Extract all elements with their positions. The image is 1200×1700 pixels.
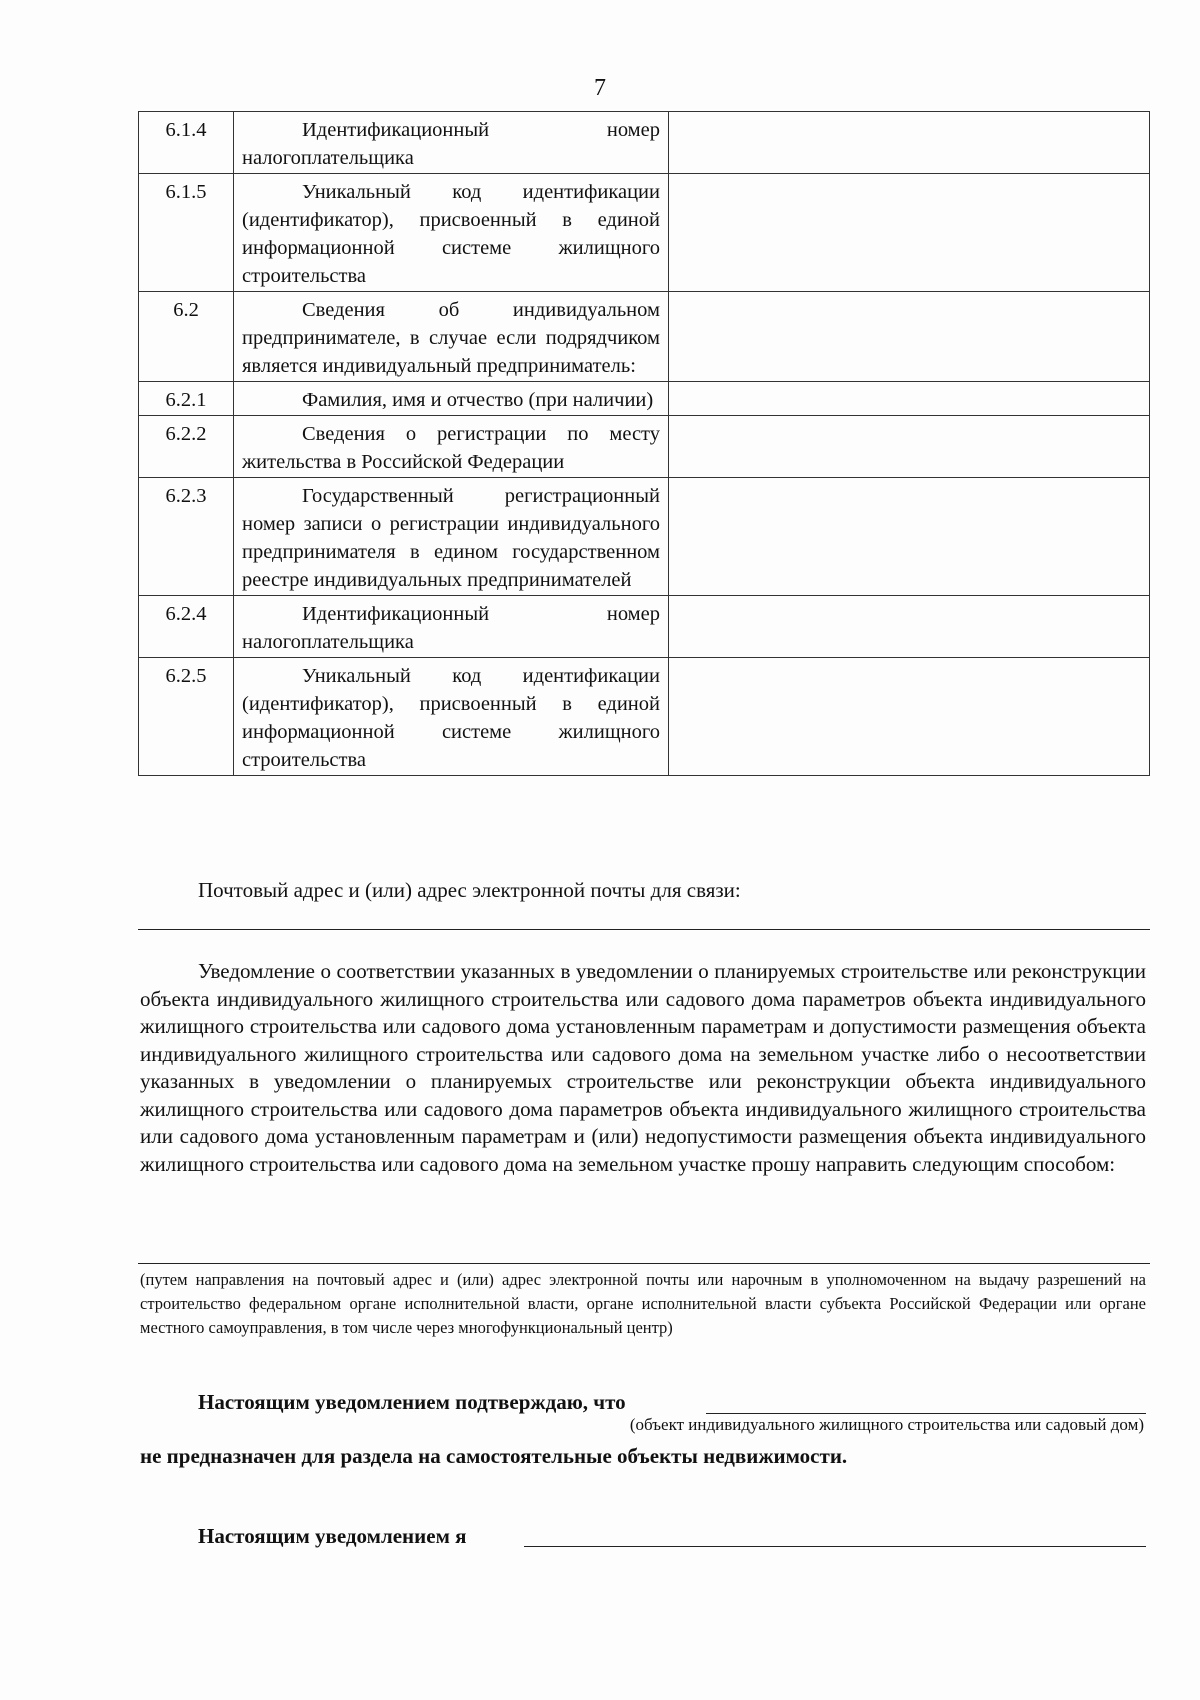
consent-label: Настоящим уведомлением я [198,1524,467,1548]
confirm-label: Настоящим уведомлением подтверждаю, что [198,1390,626,1414]
row-label: Государственный регистрационный номер записи о регистрации индивидуального предпринимателя в едином государственном реестре индивидуальных предпринимателей [234,478,669,596]
confirm-tail-text: не предназначен для раздела на самостоятельные объекты недвижимости. [140,1444,848,1468]
table-row [139,478,1150,596]
row-number: 6.1.5 [139,174,234,292]
delivery-method-note: (путем направления на почтовый адрес и (или) адрес электронной почты или нарочным в уполномоченном на выдачу разрешений на строительство федеральном органе исполнительной власти, органе исполнительной власти субъекта Российской Федерации или органе местного самоуправления, в том числе через многофункциональный центр) [140,1270,1146,1337]
table-row [139,596,1150,658]
table-row [139,416,1150,478]
row-value-field[interactable] [669,292,1150,382]
row-number: 6.1.4 [139,112,234,174]
row-number: 6.2.1 [139,382,234,416]
delivery-method-field[interactable] [138,1263,1150,1264]
row-number: 6.2.3 [139,478,234,596]
row-value-field[interactable] [669,416,1150,478]
row-label: Уникальный код идентификации (идентификатор), присвоенный в единой информационной системе жилищного строительства [234,658,669,776]
table-row [139,658,1150,776]
object-type-caption: (объект индивидуального жилищного строительства или садовый дом) [629,1415,1144,1434]
table-row [139,112,1150,174]
table-row [139,174,1150,292]
row-number: 6.2.2 [139,416,234,478]
row-number: 6.2.5 [139,658,234,776]
table-row [139,292,1150,382]
postal-address-label: Почтовый адрес и (или) адрес электронной почты для связи: [198,878,741,902]
page-number: 7 [594,75,606,101]
contractor-info-table [138,111,1150,776]
row-number: 6.2.4 [139,596,234,658]
row-label: Идентификационный номер налогоплательщика [234,596,669,658]
row-value-field[interactable] [669,382,1150,416]
row-label: Сведения об индивидуальном предпринимателе, в случае если подрядчиком является индивидуальный предприниматель: [234,292,669,382]
row-value-field[interactable] [669,112,1150,174]
row-value-field[interactable] [669,174,1150,292]
row-label: Идентификационный номер налогоплательщика [234,112,669,174]
row-label: Уникальный код идентификации (идентификатор), присвоенный в единой информационной системе жилищного строительства [234,174,669,292]
row-number: 6.2 [139,292,234,382]
row-value-field[interactable] [669,596,1150,658]
row-label: Сведения о регистрации по месту жительства в Российской Федерации [234,416,669,478]
notice-paragraph: Уведомление о соответствии указанных в уведомлении о планируемых строительстве или реконструкции объекта индивидуального жилищного строительства или садового дома параметров объекта индивидуального жилищного строительства или садового дома установленным параметрам и допустимости размещения объекта индивидуального жилищного строительства или садового дома на земельном участке либо о несоответствии указанных в уведомлении о планируемых строительстве или реконструкции объекта индивидуального жилищного строительства или садового дома параметров объекта индивидуального жилищного строительства или садового дома установленным параметрам и (или) недопустимости размещения объекта индивидуального жилищного строительства или садового дома на земельном участке прошу направить следующим способом: [140,959,1146,1176]
row-value-field[interactable] [669,478,1150,596]
postal-address-field[interactable] [138,929,1150,930]
consent-name-field[interactable] [524,1546,1146,1547]
row-label: Фамилия, имя и отчество (при наличии) [234,382,669,416]
table-row [139,382,1150,416]
row-value-field[interactable] [669,658,1150,776]
